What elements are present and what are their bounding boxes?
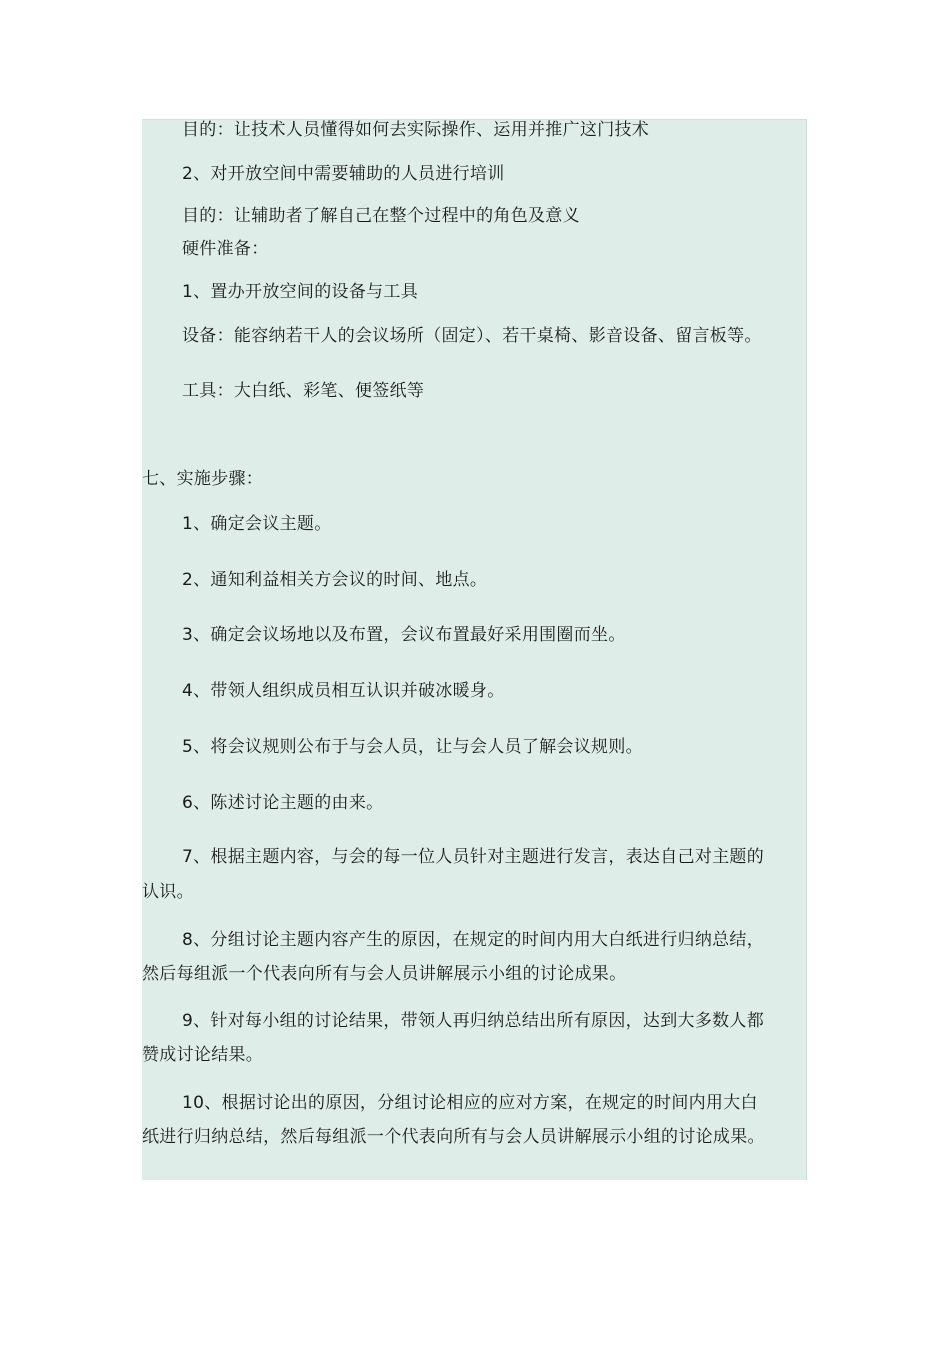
step-item: 4、带领人组织成员相互认识并破冰暖身。 [182,681,505,701]
step-item: 8、分组讨论主题内容产生的原因，在规定的时间内用大白纸进行归纳总结，然后每组派一个代表向所有与会人员讲解展示小组的讨论成果。 [142,930,765,984]
hardware-heading: 硬件准备： [182,239,269,259]
step-item: 5、将会议规则公布于与会人员，让与会人员了解会议规则。 [182,737,643,757]
step-item: 3、确定会议场地以及布置，会议布置最好采用围圈而坐。 [182,625,626,645]
step-item: 10、根据讨论出的原因，分组讨论相应的应对方案，在规定的时间内用大白纸进行归纳总结，然后每组派一个代表向所有与会人员讲解展示小组的讨论成果。 [142,1093,765,1147]
equipment-paragraph: 设备：能容纳若干人的会议场所（固定）、若干桌椅、影音设备、留言板等。 [182,326,762,346]
section-heading: 七、实施步骤： [142,469,264,489]
tools-line: 工具：大白纸、彩笔、便签纸等 [182,381,425,401]
step-item: 6、陈述讨论主题的由来。 [182,793,384,813]
step-item: 9、针对每小组的讨论结果，带领人再归纳总结出所有原因，达到大多数人都赞成讨论结果。 [142,1011,765,1065]
training-item-2: 2、对开放空间中需要辅助的人员进行培训 [182,164,505,184]
purpose-assistants: 目的：让辅助者了解自己在整个过程中的角色及意义 [182,206,580,226]
step-item: 2、通知利益相关方会议的时间、地点。 [182,570,488,590]
hardware-item-1: 1、置办开放空间的设备与工具 [182,282,419,302]
step-item: 7、根据主题内容，与会的每一位人员针对主题进行发言，表达自己对主题的认识。 [142,847,765,902]
step-item: 1、确定会议主题。 [182,514,332,534]
purpose-technical-staff: 目的：让技术人员懂得如何去实际操作、运用并推广这门技术 [182,120,650,140]
